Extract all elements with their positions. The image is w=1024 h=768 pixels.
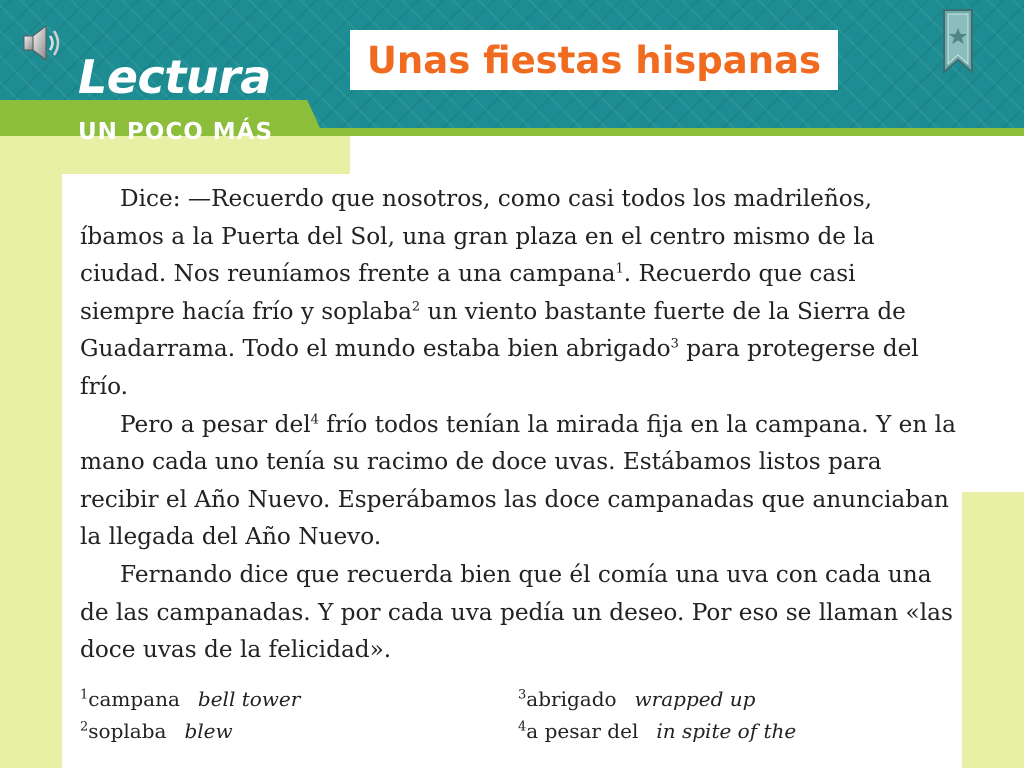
paragraph-3: Fernando dice que recuerda bien que él comía una uva con cada una de las campanadas. Y por cada uva pedía un deseo. Por eso se llaman «las doce uvas de la felicidad».	[80, 560, 953, 664]
section-title: Lectura	[78, 50, 271, 104]
paragraph-2: Pero a pesar del$^4$ frío todos tenían la mirada fija en la campana. Y en la mano cada uno tenía su racimo de doce uvas. Estábamos listos para recibir el Año Nuevo. Esperábamos las doce campanadas que anunciaban la llegada del Año Nuevo.	[80, 410, 956, 551]
paragraph-1: Dice: —Recuerdo que nosotros, como casi todos los madrileños, íbamos a la Puerta del Sol, una gran plaza en el centro mismo de la ciudad. Nos reuníamos frente a una campana$^1$. Recuerdo que casi siempre hacía frío y soplaba$^2$ un viento bastante fuerte de la Sierra de Guadarrama. Todo el mundo estaba bien abrigado$^3$ para protegerse del frío.	[80, 185, 919, 400]
reading-text	[80, 180, 956, 669]
footnote-2: $^2$soplaba blew	[80, 719, 233, 743]
footnote-ref-4: 4	[310, 411, 319, 427]
footnote-4: $^4$a pesar del in spite of the	[518, 719, 797, 743]
footnote-3: $^3$abrigado wrapped up	[518, 687, 756, 711]
header-divider	[300, 128, 1024, 136]
bookmark-icon[interactable]	[940, 8, 976, 76]
footnote-1: $^1$campana bell tower	[80, 687, 301, 711]
speaker-icon[interactable]	[20, 22, 64, 64]
footnote-ref-3: 3	[670, 336, 679, 352]
subsection-title: UN POCO MÁS	[78, 119, 274, 145]
footnote-ref-1: 1	[615, 261, 624, 277]
footnote-ref-2: 2	[411, 299, 421, 315]
reading-title: Unas fiestas hispanas	[366, 38, 822, 82]
reading-title-box	[350, 30, 838, 90]
